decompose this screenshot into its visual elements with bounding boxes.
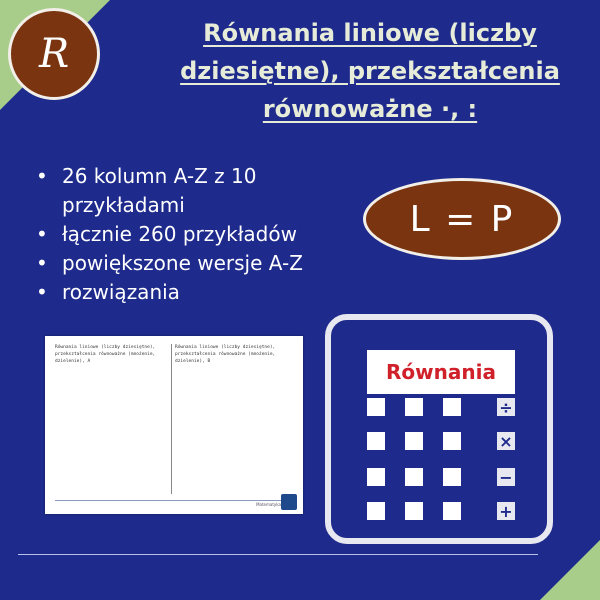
worksheet-example-line [175,418,297,427]
multiply-key-icon: × [497,432,515,450]
worksheet-heading: Równania liniowe (liczby dziesiętne), [55,345,156,350]
worksheet-example-line [175,384,297,393]
worksheet-example-line [175,435,297,444]
feature-item: • powiększone wersje A-Z [36,249,336,278]
feature-item: • 26 kolumn A-Z z 10 przykładami [36,162,336,220]
calculator-key [367,502,385,520]
logo [8,8,100,100]
equation-badge [363,178,561,260]
worksheet-example-line [55,375,169,384]
plus-key-icon: + [497,502,515,520]
calculator-key [367,398,385,416]
equation-badge-text: L = P [409,198,515,240]
logo-letter: R [38,31,70,77]
page-title [150,14,590,128]
title-line-2: dziesiętne), przekształcenia [180,57,560,85]
divide-key-icon: ÷ [497,398,515,416]
worksheet-heading: Równania liniowe (liczby dziesiętne), [175,345,276,350]
worksheet-example-line [55,435,169,444]
title-line-1: Równania liniowe (liczby [203,19,537,47]
worksheet-example-line [175,444,297,453]
worksheet-example-line [55,409,169,418]
worksheet-example-line [55,444,169,453]
calculator-key [405,502,423,520]
calculator-key [405,398,423,416]
worksheet-example-line [175,409,297,418]
worksheet-example-line [55,392,169,401]
worksheet-example-line [175,401,297,410]
worksheet-heading: przekształcenia równoważne (mnożenie, dzielenie), B [175,352,276,364]
worksheet-brand: Matematyka [256,502,281,507]
column-divider [171,344,172,494]
calculator-key [443,502,461,520]
calculator-mini-icon [281,494,297,510]
worksheet-column-b [175,344,297,461]
title-line-3: równoważne ·, : [262,95,478,123]
calculator-key [367,468,385,486]
corner-decoration-bottom-right [540,540,600,600]
calculator-key [443,398,461,416]
worksheet-example-line [175,375,297,384]
feature-list [36,162,336,307]
calculator-keypad [325,314,553,544]
worksheet-example-line [175,452,297,461]
calculator-key [405,468,423,486]
worksheet-example-line [175,427,297,436]
worksheet-heading: przekształcenia równoważne (mnożenie, dzielenie), A [55,352,156,364]
worksheet-example-line [55,401,169,410]
calculator-screen-text: Równania [386,360,496,384]
calculator-key [367,432,385,450]
worksheet-example-line [175,392,297,401]
feature-item: • rozwiązania [36,278,336,307]
divider [18,554,538,555]
worksheet-example-line [55,418,169,427]
feature-item: • łącznie 260 przykładów [36,220,336,249]
worksheet-preview [45,336,303,514]
worksheet-example-line [55,452,169,461]
worksheet-column-a [55,344,169,461]
calculator-key [443,468,461,486]
calculator-key [443,432,461,450]
worksheet-example-line [55,427,169,436]
worksheet-footer-line [55,500,287,501]
worksheet-example-line [55,384,169,393]
minus-key-icon: − [497,468,515,486]
calculator-key [405,432,423,450]
